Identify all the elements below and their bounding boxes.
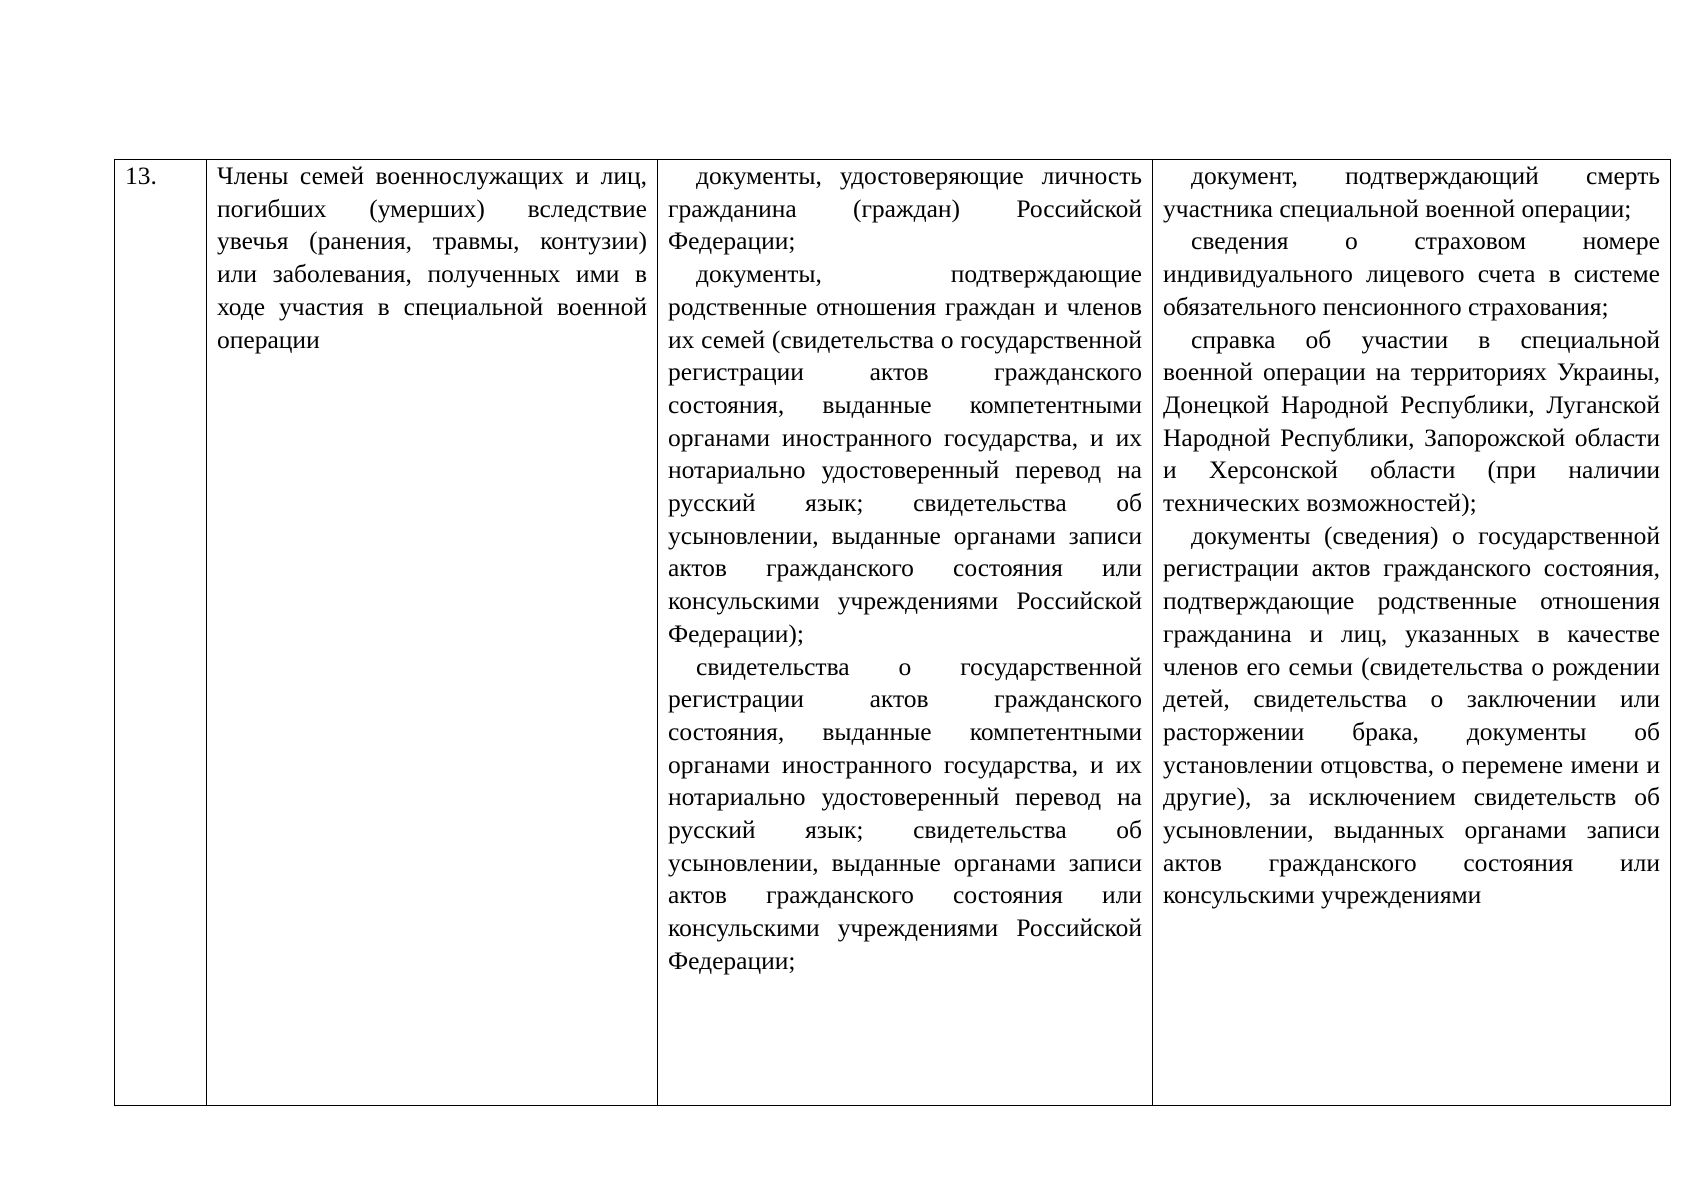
- information-item: сведения о страховом номере индивидуального лицевого счета в системе обязательного пенсионного страхования;: [1163, 226, 1660, 321]
- table-row: [115, 160, 1671, 1106]
- category-cell: [207, 160, 658, 1106]
- row-number: 13.: [125, 161, 157, 190]
- document-item: документы, подтверждающие родственные отношения граждан и членов их семей (свидетельства о государственной регистрации актов гражданского состояния, выданные компетентными органами иностранного государства, и их нотариально удостоверенный перевод на русский язык; свидетельства об усыновлении, выданные органами записи актов гражданского состояния или консульскими учреждениями Российской Федерации);: [668, 259, 1142, 648]
- document-item: документы, удостоверяющие личность гражданина (граждан) Российской Федерации;: [668, 161, 1142, 256]
- information-item: документы (сведения) о государственной регистрации актов гражданского состояния, подтверждающие родственные отношения гражданина и лиц, указанных в качестве членов его семьи (свидетельства о рождении детей, свидетельства о заключении или расторжении брака, документы об установлении отцовства, о перемене имени и другие), за исключением свидетельств об усыновлении, выданных органами записи актов гражданского состояния или консульскими учреждениями: [1163, 520, 1660, 910]
- category-text: Члены семей военнослужащих и лиц, погибших (умерших) вследствие увечья (ранения, травмы, контузии) или заболевания, полученных ими в ходе участия в специальной военной операции: [217, 161, 647, 354]
- information-cell: [1153, 160, 1671, 1106]
- row-number-cell: [115, 160, 207, 1106]
- information-item: справка об участии в специальной военной операции на территориях Украины, Донецкой Народной Республики, Луганской Народной Республики, Запорожской области и Херсонской области (при наличии технических возможностей);: [1163, 324, 1660, 518]
- documents-cell: [658, 160, 1153, 1106]
- documents-table: [114, 159, 1671, 1106]
- document-item: свидетельства о государственной регистрации актов гражданского состояния, выданные компетентными органами иностранного государства, и их нотариально удостоверенный перевод на русский язык; свидетельства об усыновлении, выданные органами записи актов гражданского состояния или консульскими учреждениями Российской Федерации;: [668, 651, 1142, 975]
- information-item: документ, подтверждающий смерть участника специальной военной операции;: [1163, 161, 1660, 223]
